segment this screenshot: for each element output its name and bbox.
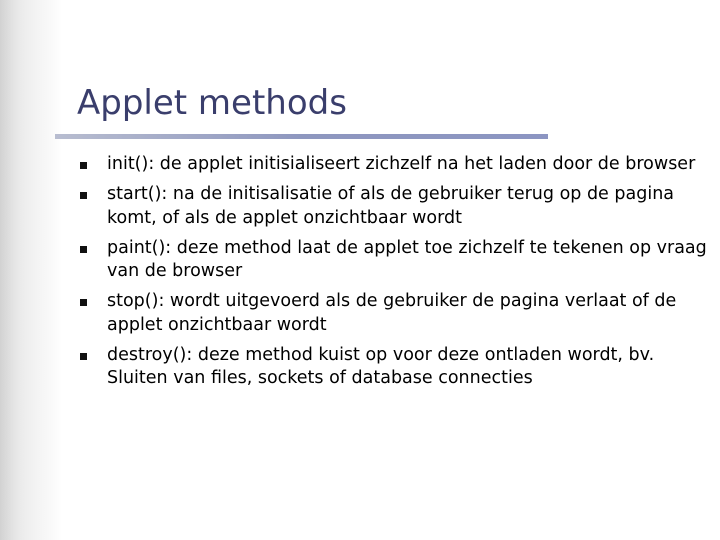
square-bullet-icon — [80, 192, 87, 199]
square-bullet-icon — [80, 299, 87, 306]
title-underline — [55, 134, 548, 139]
bullet-item-init — [78, 153, 710, 177]
bullet-list — [78, 153, 710, 397]
bullet-text: paint(): deze method laat de applet toe zichzelf te tekenen op vraag van de browser — [107, 237, 707, 281]
square-bullet-icon — [80, 353, 87, 360]
bullet-text: start(): na de initisalisatie of als de gebruiker terug op de pagina komt, of als de applet onzichtbaar wordt — [107, 184, 675, 228]
bullet-text: init(): de applet initisialiseert zichzelf na het laden door de browser — [107, 154, 696, 174]
square-bullet-icon — [80, 246, 87, 253]
bullet-text: stop(): wordt uitgevoerd als de gebruiker de pagina verlaat of de applet onzichtbaar wordt — [107, 291, 677, 335]
square-bullet-icon — [80, 162, 87, 169]
bullet-item-start — [78, 183, 710, 230]
bullet-item-stop — [78, 290, 710, 337]
bullet-text: destroy(): deze method kuist op voor deze ontladen wordt, bv. Sluiten van files, sockets of database connecties — [107, 344, 655, 388]
bullet-item-paint — [78, 237, 710, 284]
bullet-item-destroy — [78, 344, 710, 391]
slide-title: Applet methods — [77, 83, 347, 123]
